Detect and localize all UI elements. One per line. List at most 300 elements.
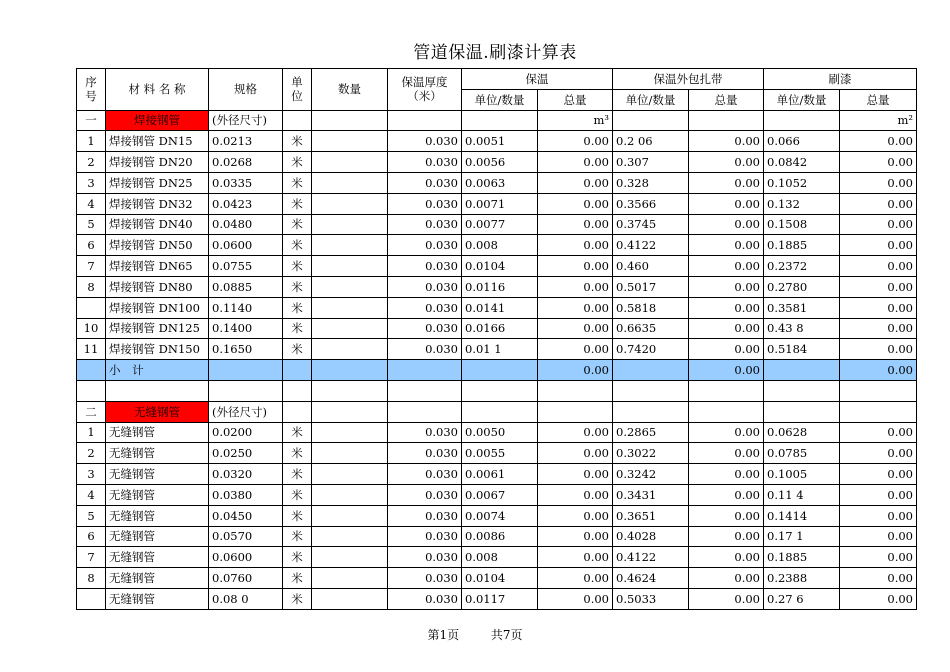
row-ins-unit-qty: 0.0141: [462, 297, 538, 318]
row-spec: 0.0570: [209, 526, 283, 547]
row-ins-total: 0.00: [538, 484, 613, 505]
section-header-row: [77, 110, 917, 131]
row-band-total: 0.00: [689, 235, 764, 256]
row-thickness: 0.030: [388, 443, 462, 464]
row-spec: 0.0600: [209, 547, 283, 568]
insulation-unit-label: m³: [538, 110, 613, 131]
table-row: [77, 464, 917, 485]
row-paint-unit-qty: 0.27 6: [764, 588, 840, 609]
row-ins-unit-qty: 0.0050: [462, 422, 538, 443]
row-ins-unit-qty: 0.0077: [462, 214, 538, 235]
page-total: 共7页: [490, 628, 523, 642]
row-band-total: 0.00: [689, 193, 764, 214]
row-name: 无缝钢管: [106, 588, 209, 609]
row-spec: 0.0200: [209, 422, 283, 443]
row-paint-total: 0.00: [840, 152, 917, 173]
row-spec: 0.0760: [209, 568, 283, 589]
row-ins-total: 0.00: [538, 464, 613, 485]
row-qty: [312, 505, 388, 526]
row-unit: 米: [283, 526, 312, 547]
row-paint-unit-qty: 0.2372: [764, 256, 840, 277]
row-band-unit-qty: 0.5017: [613, 276, 689, 297]
row-qty: [312, 464, 388, 485]
row-paint-total: 0.00: [840, 276, 917, 297]
row-band-unit-qty: 0.3745: [613, 214, 689, 235]
page-footer: [0, 626, 950, 643]
row-name: 焊接钢管 DN100: [106, 297, 209, 318]
table-row: [77, 588, 917, 609]
row-paint-unit-qty: 0.1414: [764, 505, 840, 526]
header-name: 材 料 名 称: [106, 69, 209, 111]
row-name: 焊接钢管 DN15: [106, 131, 209, 152]
table-row: [77, 235, 917, 256]
row-seq: 11: [77, 339, 106, 360]
row-thickness: 0.030: [388, 318, 462, 339]
row-ins-total: 0.00: [538, 256, 613, 277]
table-row: [77, 422, 917, 443]
row-seq: 5: [77, 505, 106, 526]
row-qty: [312, 568, 388, 589]
row-spec: 0.0213: [209, 131, 283, 152]
row-band-total: 0.00: [689, 131, 764, 152]
row-band-unit-qty: 0.3431: [613, 484, 689, 505]
row-band-total: 0.00: [689, 484, 764, 505]
empty-cell: [283, 401, 312, 422]
row-paint-total: 0.00: [840, 318, 917, 339]
header-paint-total: 总量: [840, 89, 917, 110]
row-band-total: 0.00: [689, 422, 764, 443]
empty-cell: [689, 401, 764, 422]
header-seq: 序号: [77, 69, 106, 111]
row-ins-unit-qty: 0.0116: [462, 276, 538, 297]
table-row: [77, 568, 917, 589]
header-qty: 数量: [312, 69, 388, 111]
row-seq: 5: [77, 214, 106, 235]
row-band-unit-qty: 0.2865: [613, 422, 689, 443]
row-paint-total: 0.00: [840, 131, 917, 152]
row-thickness: 0.030: [388, 505, 462, 526]
header-paint-unit-qty: 单位/数量: [764, 89, 840, 110]
row-spec: 0.0335: [209, 172, 283, 193]
section-header-row: [77, 401, 917, 422]
empty-cell: [613, 110, 689, 131]
row-paint-total: 0.00: [840, 505, 917, 526]
row-seq: 1: [77, 131, 106, 152]
section-number: 一: [77, 110, 106, 131]
empty-cell: [388, 401, 462, 422]
table-row: [77, 276, 917, 297]
row-thickness: 0.030: [388, 339, 462, 360]
row-ins-unit-qty: 0.0067: [462, 484, 538, 505]
row-band-unit-qty: 0.5033: [613, 588, 689, 609]
header-spec: 规格: [209, 69, 283, 111]
empty-cell: [462, 401, 538, 422]
row-band-total: 0.00: [689, 526, 764, 547]
row-spec: 0.1140: [209, 297, 283, 318]
row-ins-unit-qty: 0.0063: [462, 172, 538, 193]
row-thickness: 0.030: [388, 214, 462, 235]
row-ins-total: 0.00: [538, 131, 613, 152]
row-unit: 米: [283, 152, 312, 173]
row-seq: 4: [77, 193, 106, 214]
row-ins-unit-qty: 0.0074: [462, 505, 538, 526]
row-name: 无缝钢管: [106, 547, 209, 568]
row-paint-unit-qty: 0.5184: [764, 339, 840, 360]
header-band-unit-qty: 单位/数量: [613, 89, 689, 110]
row-paint-unit-qty: 0.066: [764, 131, 840, 152]
row-ins-unit-qty: 0.0117: [462, 588, 538, 609]
subtotal-paint-total: 0.00: [840, 360, 917, 381]
row-seq: 2: [77, 152, 106, 173]
header-ins-unit-qty: 单位/数量: [462, 89, 538, 110]
row-unit: 米: [283, 568, 312, 589]
row-thickness: 0.030: [388, 526, 462, 547]
row-seq: 1: [77, 422, 106, 443]
row-paint-unit-qty: 0.1885: [764, 547, 840, 568]
blank-row: [77, 380, 917, 401]
row-ins-total: 0.00: [538, 568, 613, 589]
row-band-unit-qty: 0.4624: [613, 568, 689, 589]
row-qty: [312, 484, 388, 505]
row-spec: 0.1650: [209, 339, 283, 360]
row-paint-total: 0.00: [840, 172, 917, 193]
section-number: 二: [77, 401, 106, 422]
row-ins-total: 0.00: [538, 526, 613, 547]
table-row: [77, 318, 917, 339]
subtotal-label: 小 计: [106, 360, 209, 381]
row-ins-total: 0.00: [538, 422, 613, 443]
row-band-total: 0.00: [689, 152, 764, 173]
row-qty: [312, 214, 388, 235]
row-band-unit-qty: 0.3022: [613, 443, 689, 464]
row-qty: [312, 443, 388, 464]
row-paint-total: 0.00: [840, 588, 917, 609]
row-paint-unit-qty: 0.1508: [764, 214, 840, 235]
row-thickness: 0.030: [388, 568, 462, 589]
row-paint-unit-qty: 0.43 8: [764, 318, 840, 339]
row-qty: [312, 588, 388, 609]
row-thickness: 0.030: [388, 464, 462, 485]
row-thickness: 0.030: [388, 152, 462, 173]
row-unit: 米: [283, 256, 312, 277]
row-paint-total: 0.00: [840, 235, 917, 256]
row-name: 焊接钢管 DN40: [106, 214, 209, 235]
row-band-unit-qty: 0.4122: [613, 547, 689, 568]
section-name: 焊接钢管: [106, 110, 209, 131]
row-name: 无缝钢管: [106, 526, 209, 547]
row-name: 焊接钢管 DN80: [106, 276, 209, 297]
row-qty: [312, 547, 388, 568]
table-row: [77, 505, 917, 526]
table-row: [77, 152, 917, 173]
page-number: 第1页: [427, 628, 460, 642]
row-paint-total: 0.00: [840, 256, 917, 277]
row-band-unit-qty: 0.460: [613, 256, 689, 277]
section-spec-note: (外径尺寸): [209, 401, 283, 422]
row-unit: 米: [283, 193, 312, 214]
row-spec: 0.0320: [209, 464, 283, 485]
empty-cell: [77, 360, 106, 381]
empty-cell: [840, 401, 917, 422]
header-insulation: 保温: [462, 69, 613, 90]
row-ins-total: 0.00: [538, 276, 613, 297]
row-unit: 米: [283, 588, 312, 609]
table-row: [77, 214, 917, 235]
row-unit: 米: [283, 276, 312, 297]
empty-cell: [613, 401, 689, 422]
row-ins-total: 0.00: [538, 235, 613, 256]
row-band-total: 0.00: [689, 464, 764, 485]
row-ins-total: 0.00: [538, 214, 613, 235]
row-spec: 0.0885: [209, 276, 283, 297]
row-ins-unit-qty: 0.0166: [462, 318, 538, 339]
row-qty: [312, 235, 388, 256]
row-spec: 0.0480: [209, 214, 283, 235]
row-ins-unit-qty: 0.008: [462, 235, 538, 256]
table-body: [77, 110, 917, 609]
row-band-unit-qty: 0.4028: [613, 526, 689, 547]
empty-cell: [312, 401, 388, 422]
row-name: 无缝钢管: [106, 484, 209, 505]
table-row: [77, 484, 917, 505]
row-band-total: 0.00: [689, 297, 764, 318]
row-qty: [312, 172, 388, 193]
row-ins-unit-qty: 0.01 1: [462, 339, 538, 360]
row-unit: 米: [283, 505, 312, 526]
row-band-unit-qty: 0.7420: [613, 339, 689, 360]
row-band-unit-qty: 0.5818: [613, 297, 689, 318]
row-band-total: 0.00: [689, 443, 764, 464]
header-unit: 单位: [283, 69, 312, 111]
row-spec: 0.0755: [209, 256, 283, 277]
row-band-total: 0.00: [689, 256, 764, 277]
row-seq: 8: [77, 568, 106, 589]
table-row: [77, 443, 917, 464]
empty-cell: [388, 110, 462, 131]
calc-table: [76, 68, 917, 610]
row-name: 焊接钢管 DN65: [106, 256, 209, 277]
row-unit: 米: [283, 422, 312, 443]
row-seq: 6: [77, 526, 106, 547]
row-spec: 0.0423: [209, 193, 283, 214]
header-paint: 刷漆: [764, 69, 917, 90]
row-seq: 2: [77, 443, 106, 464]
row-unit: 米: [283, 547, 312, 568]
row-unit: 米: [283, 339, 312, 360]
subtotal-band-total: 0.00: [689, 360, 764, 381]
row-seq: 3: [77, 172, 106, 193]
row-unit: 米: [283, 235, 312, 256]
row-paint-unit-qty: 0.11 4: [764, 484, 840, 505]
row-paint-total: 0.00: [840, 193, 917, 214]
row-band-total: 0.00: [689, 172, 764, 193]
row-spec: 0.0268: [209, 152, 283, 173]
row-band-total: 0.00: [689, 588, 764, 609]
row-qty: [312, 318, 388, 339]
subtotal-ins-total: 0.00: [538, 360, 613, 381]
row-unit: 米: [283, 443, 312, 464]
row-paint-total: 0.00: [840, 547, 917, 568]
row-qty: [312, 193, 388, 214]
row-name: 焊接钢管 DN150: [106, 339, 209, 360]
row-paint-unit-qty: 0.0628: [764, 422, 840, 443]
row-paint-unit-qty: 0.0842: [764, 152, 840, 173]
row-name: 焊接钢管 DN50: [106, 235, 209, 256]
row-paint-unit-qty: 0.1005: [764, 464, 840, 485]
row-qty: [312, 152, 388, 173]
row-unit: 米: [283, 214, 312, 235]
empty-cell: [538, 401, 613, 422]
row-ins-unit-qty: 0.0055: [462, 443, 538, 464]
row-name: 焊接钢管 DN32: [106, 193, 209, 214]
row-band-unit-qty: 0.4122: [613, 235, 689, 256]
row-ins-total: 0.00: [538, 443, 613, 464]
row-thickness: 0.030: [388, 588, 462, 609]
header-ins-total: 总量: [538, 89, 613, 110]
empty-cell: [764, 110, 840, 131]
row-paint-total: 0.00: [840, 568, 917, 589]
row-ins-total: 0.00: [538, 547, 613, 568]
row-spec: 0.0450: [209, 505, 283, 526]
row-band-total: 0.00: [689, 568, 764, 589]
row-band-unit-qty: 0.3651: [613, 505, 689, 526]
subtotal-row: [77, 360, 917, 381]
table-row: [77, 547, 917, 568]
empty-cell: [462, 110, 538, 131]
row-seq: 8: [77, 276, 106, 297]
table-row: [77, 172, 917, 193]
row-band-total: 0.00: [689, 339, 764, 360]
row-paint-total: 0.00: [840, 339, 917, 360]
row-thickness: 0.030: [388, 484, 462, 505]
section-spec-note: (外径尺寸): [209, 110, 283, 131]
row-ins-unit-qty: 0.0051: [462, 131, 538, 152]
row-paint-unit-qty: 0.132: [764, 193, 840, 214]
row-ins-total: 0.00: [538, 193, 613, 214]
paint-unit-label: m²: [840, 110, 917, 131]
row-qty: [312, 526, 388, 547]
row-seq: 10: [77, 318, 106, 339]
row-ins-total: 0.00: [538, 318, 613, 339]
row-paint-total: 0.00: [840, 484, 917, 505]
row-name: 无缝钢管: [106, 443, 209, 464]
row-paint-unit-qty: 0.2780: [764, 276, 840, 297]
row-ins-unit-qty: 0.0104: [462, 256, 538, 277]
row-band-unit-qty: 0.2 06: [613, 131, 689, 152]
row-paint-unit-qty: 0.3581: [764, 297, 840, 318]
row-seq: 7: [77, 547, 106, 568]
header-band-total: 总量: [689, 89, 764, 110]
row-seq: 6: [77, 235, 106, 256]
table-row: [77, 193, 917, 214]
row-qty: [312, 131, 388, 152]
row-thickness: 0.030: [388, 172, 462, 193]
row-paint-unit-qty: 0.0785: [764, 443, 840, 464]
empty-cell: [312, 110, 388, 131]
row-name: 无缝钢管: [106, 505, 209, 526]
row-paint-total: 0.00: [840, 464, 917, 485]
row-spec: 0.0250: [209, 443, 283, 464]
table-row: [77, 526, 917, 547]
row-paint-total: 0.00: [840, 297, 917, 318]
row-band-unit-qty: 0.3566: [613, 193, 689, 214]
row-qty: [312, 339, 388, 360]
row-paint-unit-qty: 0.2388: [764, 568, 840, 589]
row-band-unit-qty: 0.6635: [613, 318, 689, 339]
row-thickness: 0.030: [388, 297, 462, 318]
row-band-total: 0.00: [689, 505, 764, 526]
row-name: 无缝钢管: [106, 464, 209, 485]
row-paint-unit-qty: 0.17 1: [764, 526, 840, 547]
row-qty: [312, 297, 388, 318]
row-thickness: 0.030: [388, 131, 462, 152]
row-band-total: 0.00: [689, 276, 764, 297]
row-paint-unit-qty: 0.1052: [764, 172, 840, 193]
row-spec: 0.1400: [209, 318, 283, 339]
row-band-total: 0.00: [689, 547, 764, 568]
row-seq: [77, 297, 106, 318]
row-ins-total: 0.00: [538, 152, 613, 173]
table-row: [77, 131, 917, 152]
row-thickness: 0.030: [388, 235, 462, 256]
row-thickness: 0.030: [388, 422, 462, 443]
row-qty: [312, 256, 388, 277]
row-ins-unit-qty: 0.008: [462, 547, 538, 568]
row-ins-unit-qty: 0.0061: [462, 464, 538, 485]
row-qty: [312, 422, 388, 443]
row-unit: 米: [283, 484, 312, 505]
row-thickness: 0.030: [388, 547, 462, 568]
row-thickness: 0.030: [388, 256, 462, 277]
row-name: 焊接钢管 DN125: [106, 318, 209, 339]
row-band-unit-qty: 0.307: [613, 152, 689, 173]
table-row: [77, 297, 917, 318]
header-thickness: 保温厚度（米）: [388, 69, 462, 111]
row-paint-total: 0.00: [840, 214, 917, 235]
row-unit: 米: [283, 464, 312, 485]
row-thickness: 0.030: [388, 276, 462, 297]
row-ins-total: 0.00: [538, 339, 613, 360]
row-unit: 米: [283, 131, 312, 152]
row-ins-unit-qty: 0.0104: [462, 568, 538, 589]
row-band-total: 0.00: [689, 214, 764, 235]
table-row: [77, 339, 917, 360]
row-qty: [312, 276, 388, 297]
page-title: 管道保温.刷漆计算表: [413, 43, 577, 63]
row-unit: 米: [283, 172, 312, 193]
row-ins-total: 0.00: [538, 505, 613, 526]
row-seq: 7: [77, 256, 106, 277]
empty-cell: [689, 110, 764, 131]
empty-cell: [764, 401, 840, 422]
row-thickness: 0.030: [388, 193, 462, 214]
row-unit: 米: [283, 297, 312, 318]
row-unit: 米: [283, 318, 312, 339]
row-ins-unit-qty: 0.0056: [462, 152, 538, 173]
row-spec: 0.0600: [209, 235, 283, 256]
row-seq: 3: [77, 464, 106, 485]
row-paint-unit-qty: 0.1885: [764, 235, 840, 256]
header-band: 保温外包扎带: [613, 69, 764, 90]
row-band-unit-qty: 0.3242: [613, 464, 689, 485]
row-ins-unit-qty: 0.0071: [462, 193, 538, 214]
row-paint-total: 0.00: [840, 422, 917, 443]
row-name: 焊接钢管 DN25: [106, 172, 209, 193]
row-ins-total: 0.00: [538, 297, 613, 318]
row-paint-total: 0.00: [840, 526, 917, 547]
row-spec: 0.0380: [209, 484, 283, 505]
table-row: [77, 256, 917, 277]
